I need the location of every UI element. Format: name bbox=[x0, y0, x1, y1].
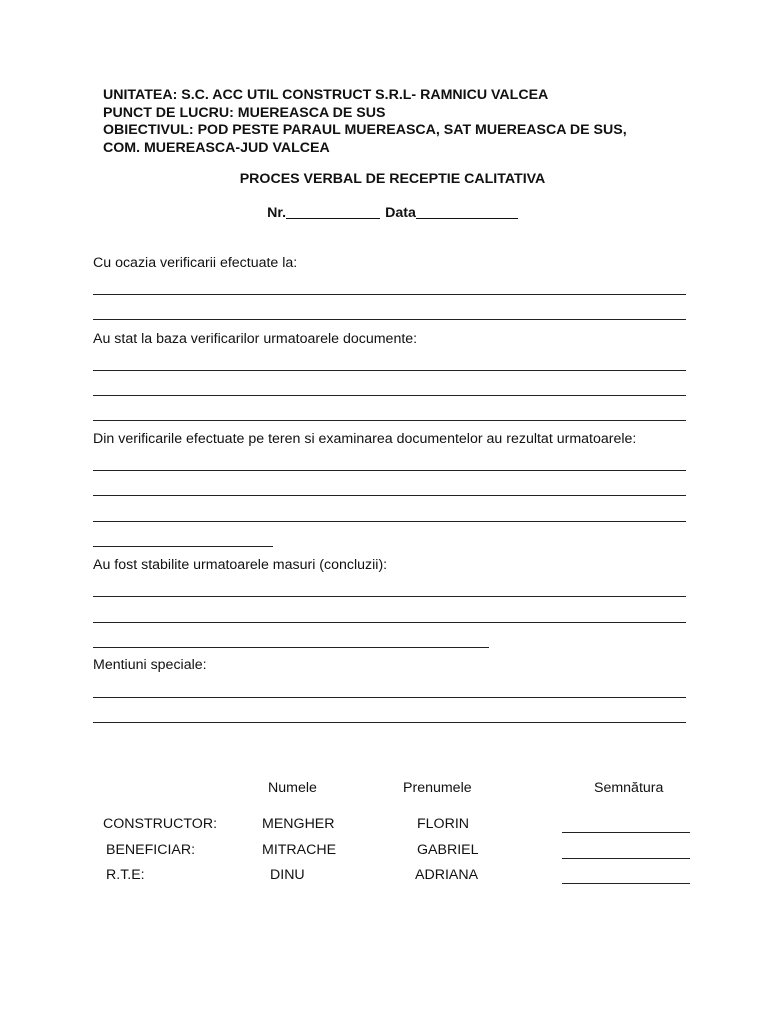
fill-line[interactable] bbox=[93, 722, 686, 723]
row-role: R.T.E: bbox=[106, 867, 145, 883]
section-rezultate-label: Din verificarile efectuate pe teren si examinarea documentelor au rezultat urmatoarele: bbox=[93, 431, 637, 447]
row-prenumele: ADRIANA bbox=[415, 867, 479, 883]
nr-field[interactable] bbox=[286, 218, 380, 219]
document-header bbox=[103, 87, 703, 157]
row-prenumele: GABRIEL bbox=[417, 842, 479, 858]
signature-line[interactable] bbox=[562, 832, 690, 833]
nr-label: Nr. bbox=[267, 205, 287, 221]
row-role: CONSTRUCTOR: bbox=[103, 816, 218, 832]
fill-line[interactable] bbox=[93, 521, 686, 522]
fill-line[interactable] bbox=[93, 319, 686, 320]
header-unitatea: UNITATEA: S.C. ACC UTIL CONSTRUCT S.R.L- RAMNICU VALCEA bbox=[103, 87, 549, 103]
row-role: BENEFICIAR: bbox=[106, 842, 196, 858]
data-field[interactable] bbox=[416, 218, 518, 219]
signature-line[interactable] bbox=[562, 883, 690, 884]
row-numele: MENGHER bbox=[262, 816, 335, 832]
fill-line[interactable] bbox=[93, 294, 686, 295]
section-verificari-label: Cu ocazia verificarii efectuate la: bbox=[93, 255, 298, 271]
fill-line[interactable] bbox=[93, 622, 686, 623]
fill-line[interactable] bbox=[93, 395, 686, 396]
header-punct-de-lucru: PUNCT DE LUCRU: MUEREASCA DE SUS bbox=[103, 104, 386, 121]
row-numele: DINU bbox=[270, 867, 305, 883]
section-documente-label: Au stat la baza verificarilor urmatoarele documente: bbox=[93, 331, 418, 347]
fill-line[interactable] bbox=[93, 647, 489, 648]
fill-line[interactable] bbox=[93, 370, 686, 371]
data-label: Data bbox=[385, 205, 416, 221]
column-header-prenumele: Prenumele bbox=[403, 780, 472, 796]
section-masuri-label: Au fost stabilite urmatoarele masuri (concluzii): bbox=[93, 557, 388, 573]
signature-line[interactable] bbox=[562, 858, 690, 859]
section-mentiuni-label: Mentiuni speciale: bbox=[93, 657, 207, 673]
fill-line[interactable] bbox=[93, 420, 686, 421]
fill-line[interactable] bbox=[93, 495, 686, 496]
fill-line[interactable] bbox=[93, 697, 686, 698]
row-prenumele: FLORIN bbox=[417, 816, 470, 832]
fill-line[interactable] bbox=[93, 546, 273, 547]
header-obiectivul-cont: COM. MUEREASCA-JUD VALCEA bbox=[103, 139, 330, 156]
column-header-numele: Numele bbox=[268, 780, 317, 796]
nr-data-row bbox=[0, 205, 768, 221]
document-title: PROCES VERBAL DE RECEPTIE CALITATIVA bbox=[239, 171, 546, 187]
column-header-semnatura: Semnătura bbox=[594, 780, 664, 796]
fill-line[interactable] bbox=[93, 596, 686, 597]
fill-line[interactable] bbox=[93, 470, 686, 471]
header-obiectivul: OBIECTIVUL: POD PESTE PARAUL MUEREASCA, SAT MUEREASCA DE SUS, bbox=[103, 122, 627, 138]
row-numele: MITRACHE bbox=[262, 842, 337, 858]
